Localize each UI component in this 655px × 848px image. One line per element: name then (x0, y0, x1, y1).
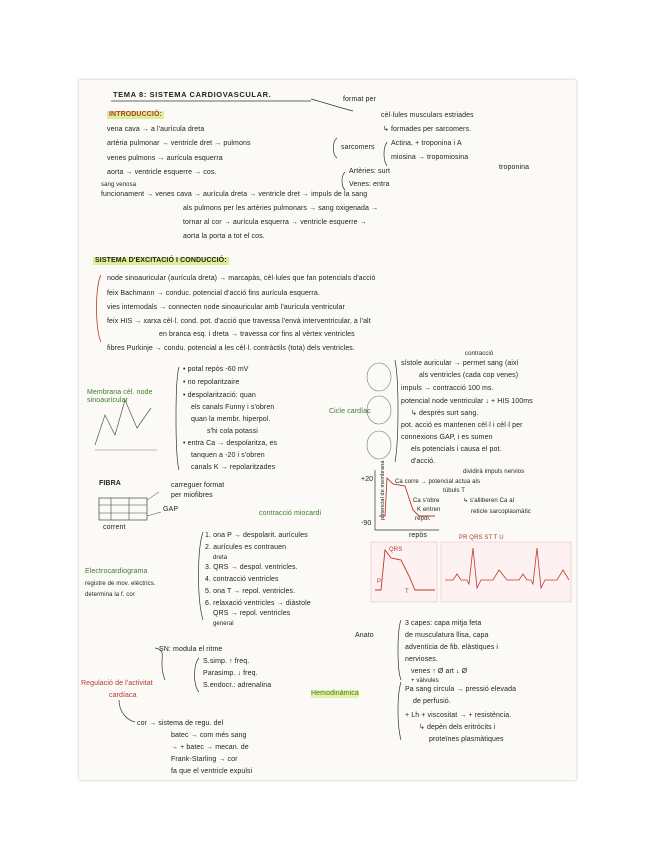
intro-sarcomers: sarcomers (341, 144, 375, 151)
electro-step: dreta (213, 555, 228, 561)
cicle-line: pot. acció es mantenen cèl·l i cèl·l per (401, 422, 523, 429)
intro-line: aorta → ventricle esquerre → cos. (107, 169, 217, 176)
notebook-page (79, 80, 576, 780)
hemodinamica-line: ↳ depèn dels eritròcits i (419, 724, 496, 731)
miocardi-ytop: +20 (361, 476, 374, 483)
electro-step: 3. QRS → despol. ventricles. (205, 564, 298, 571)
regulacio-endocr: S.endocr.: adrenalina (203, 682, 272, 689)
intro-format: format per (343, 96, 376, 103)
membrana-point: • despolarització: quan (183, 392, 256, 399)
intro-cells: ↳ formades per sarcomers. (383, 126, 472, 133)
excitacio-line: feix HIS → xarxa cèl·l. cond. pot. d'acció que travessa l'envà interventricular, a l'alt (107, 318, 371, 325)
miocardi-note: K entren (417, 507, 441, 513)
regulacio-para: Parasimp. ↓ freq. (203, 670, 258, 677)
membrana-point: s'hi cola potassi (207, 428, 258, 435)
intro-line: als pulmons per les artèries pulmonars → sang oxigenada → (183, 205, 379, 212)
membrana-point: tanquen a -20 i s'obren (191, 452, 265, 459)
cicle-line: els potencials i causa el pot. (411, 446, 502, 453)
membrana-point: • no repolaritzaire (183, 379, 240, 386)
excitacio-line: fibres Purkinje → condu. potencial a les cèl·l. contràctils (tota) dels ventricles. (107, 345, 355, 352)
miocardi-note: reticle sarcoplasmàtic (471, 509, 531, 515)
excitacio-line: node sinoauricular (aurícula dreta) → marcapàs, cèl·lules que fan potencials d'acció (107, 275, 376, 282)
excitacio-line: en branca esq. i dreta → travessa cor fins al vèrtex ventricles (159, 331, 355, 338)
hemodinamica-line: + Lh + viscositat → + resistència. (405, 712, 512, 719)
miocardi-note: Ca corre → potencial actua als (395, 479, 481, 485)
intro-actina: Actina, + troponina i A (391, 140, 462, 147)
miocardi-axis: potencial de membrana (380, 460, 386, 520)
anatomia-line: 3 capes: capa mitja feta (405, 620, 482, 627)
membrana-point: canals K → repolaritzades (191, 464, 276, 471)
electro-step: general (213, 621, 234, 627)
intro-cells: cèl·lules musculars estriades (381, 112, 474, 119)
membrana-point: els canals Funny i s'obren (191, 404, 275, 411)
ecg-label: T (405, 589, 409, 595)
miocardi-repos: repòs (409, 532, 428, 539)
miocardi-note: túbuls T (443, 488, 466, 494)
cicle-line: connexions GAP, i es sumen (401, 434, 493, 441)
electro-step: 6. relaxació ventricles → diàstole (205, 600, 311, 607)
regulacio-label: cardíaca (109, 692, 137, 699)
regulacio-cor: → + batec → mecan. de (171, 744, 249, 751)
excitacio-line: feix Bachmann → conduc. potencial d'acció fins aurícula esquerra. (107, 290, 320, 297)
regulacio-cor: cor → sistema de regu. del (137, 720, 224, 727)
anatomia-line: venes ↑ Ø art ↓ Ø (411, 668, 468, 675)
membrana-label: Membrana cèl. node sinoauricular (87, 389, 153, 404)
electro-sub: registre de mov. elèctrics. (85, 581, 156, 587)
intro-line: artèria pulmonar → ventricle dret → pulmons (107, 140, 251, 147)
fibra-corrent: corrent (103, 524, 126, 531)
electro-step: 1. ona P → despolarit. aurícules (205, 532, 308, 539)
intro-line: funcionament → venes cava → aurícula dreta → ventricle dret → impuls de la sang (101, 191, 368, 198)
hemodinamica-line: de perfusió. (413, 698, 451, 705)
cicle-line: d'acció. (411, 458, 436, 465)
fibra-label: FIBRA (99, 480, 121, 487)
regulacio-sn: SN: modula el ritme (159, 646, 223, 653)
fibra-note: carreguer format (171, 482, 225, 489)
miocardi-label: contracció miocardi (259, 510, 322, 517)
ecg-label: PR QRS ST T U (459, 535, 504, 541)
regulacio-label: Regulació de l'activitat (81, 680, 153, 687)
regulacio-cor: Frank-Starling → cor (171, 756, 238, 763)
intro-line: vena cava → a l'aurícula dreta (107, 126, 205, 133)
ecg-label: P (377, 579, 382, 585)
regulacio-cor: fa que el ventricle expulsi (171, 768, 253, 775)
fibra-note: per miofibres (171, 492, 213, 499)
anatomia-line: + vàlvules (411, 678, 439, 684)
electro-step: 5. ona T → repol. ventricles. (205, 588, 296, 595)
fibra-gap: GAP (163, 506, 179, 513)
regulacio-cor: batec → com més sang (171, 732, 247, 739)
intro-venes: Venes: entra (349, 181, 390, 188)
regulacio-symp: S.simp. ↑ freq. (203, 658, 250, 665)
cicle-label: Cicle cardíac (329, 408, 371, 415)
intro-line: tornar al cor → aurícula esquerra → ventricle esquerre → (183, 219, 367, 226)
miocardi-note: dividirà impuls nervios (463, 469, 525, 475)
anatomia-line: adventícia de fib. elàstiques i (405, 644, 498, 651)
electro-step: 4. contracció ventricles (205, 576, 279, 583)
page-title: TEMA 8: SISTEMA CARDIOVASCULAR. (113, 90, 272, 99)
intro-miosina: miosina → tropomiosina (391, 154, 469, 161)
ecg-label: QRS (389, 547, 403, 553)
electro-step: QRS → repol. ventricles (213, 610, 291, 617)
intro-line: aorta la porta a tot el cos. (183, 233, 265, 240)
anatomia-line: nervioses. (405, 656, 438, 663)
cicle-line: ↳ després surt sang. (411, 410, 479, 417)
hemodinamica-line: Pa sang circula → pressió elevada (405, 686, 517, 693)
anatomia-label: Anato (355, 632, 374, 639)
membrana-point: • entra Ca → despolaritza, es (183, 440, 278, 447)
electro-label: Electrocardiograma (85, 568, 148, 575)
excitacio-heading: SISTEMA D'EXCITACIÓ I CONDUCCIÓ: (95, 257, 227, 264)
membrana-point: quan la membr. hiperpol. (191, 416, 271, 423)
miocardi-note: ↳ s'alliberen Ca al (463, 498, 515, 504)
intro-line: sang venosa (101, 182, 137, 188)
miocardi-note: Ca s'obre (413, 498, 440, 504)
cicle-contraccio: contracció (465, 351, 494, 357)
hemodinamica-label: Hemodinàmica (311, 690, 359, 697)
hemodinamica-line: proteïnes plasmàtiques (429, 736, 504, 743)
cicle-line: sístole auricular → permet sang (així (401, 360, 519, 367)
handwritten-strokes (79, 80, 576, 780)
excitacio-line: vies internodals → connecten node sinoauricular amb l'aurícula ventricular (107, 304, 345, 311)
cicle-line: impuls → contracció 100 ms. (401, 385, 494, 392)
cicle-line: als ventricles (cada cop venes) (419, 372, 519, 379)
membrana-point: • potal repòs -60 mV (183, 366, 249, 373)
intro-miosina: troponina (499, 164, 530, 171)
miocardi-ybottom: -90 (361, 520, 372, 527)
intro-line: venes pulmons → aurícula esquerra (107, 155, 223, 162)
miocardi-note: repol. (415, 516, 431, 522)
electro-step: 2. aurícules es contrauen (205, 544, 287, 551)
electro-sub: determina la f. cor (85, 592, 135, 598)
cicle-line: potencial node ventricular ↓ + HIS 100ms (401, 398, 533, 405)
intro-heading: INTRODUCCIÓ: (109, 111, 162, 118)
intro-arteries: Artèries: surt (349, 168, 391, 175)
anatomia-line: de musculatura llisa, capa (405, 632, 489, 639)
